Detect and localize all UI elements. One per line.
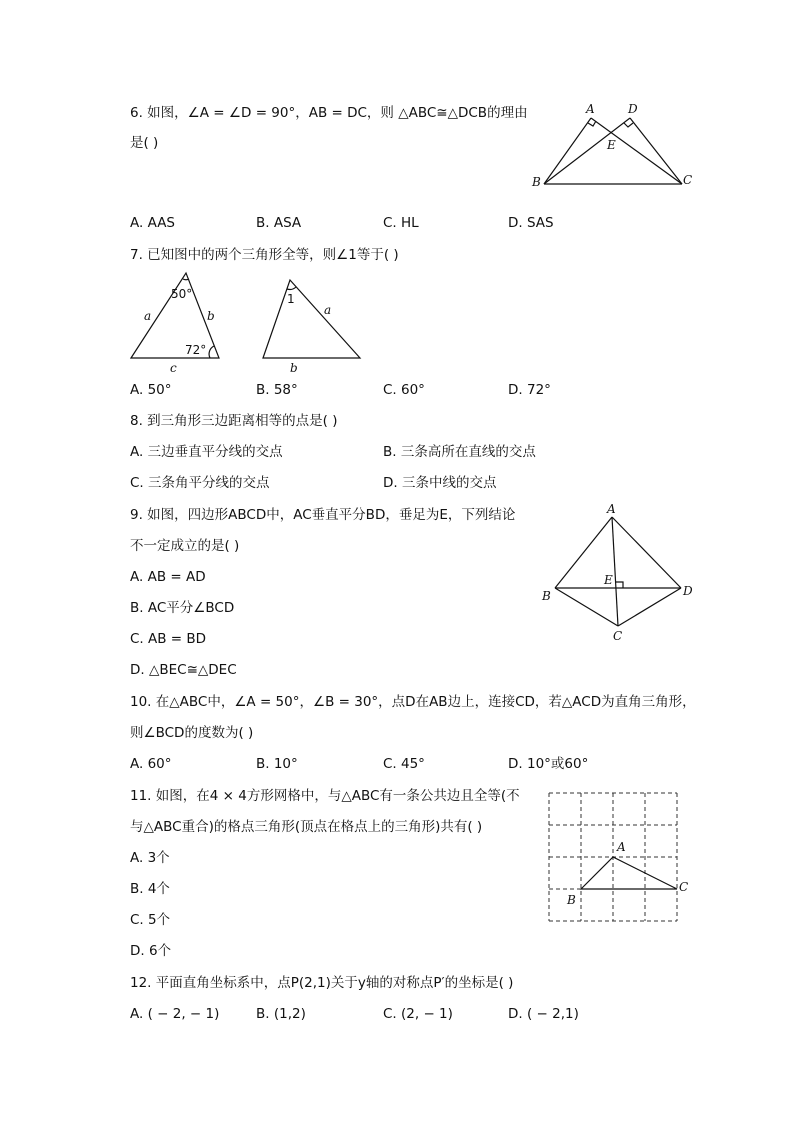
q7-label-1: 1: [287, 292, 295, 306]
q11-label-A: A: [617, 840, 626, 854]
q9-label-C: C: [613, 629, 623, 643]
q12-option-c[interactable]: C. (2, − 1): [383, 1006, 453, 1022]
q7-label-b-left: b: [207, 309, 215, 323]
q11-option-c[interactable]: C. 5个: [130, 912, 171, 928]
q6-label-B: B: [532, 175, 541, 189]
q9-label-D: D: [683, 584, 693, 598]
q9-figure: [536, 500, 696, 648]
q9-option-d[interactable]: D. △BEC≅△DEC: [130, 662, 237, 678]
q12-option-d[interactable]: D. ( − 2,1): [508, 1006, 579, 1022]
q7-label-b-right: b: [290, 361, 298, 375]
q7-label-50: 50°: [171, 287, 193, 301]
q6-seg-DC: [630, 118, 682, 184]
q6-option-c[interactable]: C. HL: [383, 215, 419, 231]
q11-option-b[interactable]: B. 4个: [130, 881, 170, 897]
q9-seg-DC: [618, 588, 681, 626]
q6-right-angle-D: [624, 123, 633, 127]
q6-seg-BD: [544, 118, 630, 184]
q9-seg-AD: [612, 517, 681, 588]
q7-option-d[interactable]: D. 72°: [508, 382, 551, 398]
q6-seg-BA: [544, 118, 591, 184]
q10-option-a[interactable]: A. 60°: [130, 756, 172, 772]
q6-seg-AC: [591, 118, 682, 184]
q7-label-a-right: a: [324, 303, 332, 317]
q9-stem-line2: 不一定成立的是( ): [130, 538, 240, 554]
q9-option-a[interactable]: A. AB = AD: [130, 569, 206, 585]
q11-option-d[interactable]: D. 6个: [130, 943, 172, 959]
q7-label-c-left: c: [170, 361, 177, 375]
q6-figure: [528, 98, 698, 193]
q7-option-a[interactable]: A. 50°: [130, 382, 172, 398]
q6-option-d[interactable]: D. SAS: [508, 215, 554, 231]
q10-option-b[interactable]: B. 10°: [256, 756, 298, 772]
q7-option-c[interactable]: C. 60°: [383, 382, 425, 398]
q6-label-A: A: [586, 102, 595, 116]
q8-option-c[interactable]: C. 三条角平分线的交点: [130, 475, 270, 491]
q7-arc-1: [287, 287, 296, 289]
q6-stem-line2: 是( ): [130, 135, 159, 151]
q11-triangle-ABC: [581, 857, 677, 889]
q7-stem: 7. 已知图中的两个三角形全等，则∠1等于( ): [130, 247, 399, 263]
q6-right-angle-A: [588, 121, 596, 126]
q10-stem-line2: 则∠BCD的度数为( ): [130, 725, 254, 741]
q10-option-c[interactable]: C. 45°: [383, 756, 425, 772]
q7-arc-50: [183, 279, 189, 280]
q8-stem: 8. 到三角形三边距离相等的点是( ): [130, 413, 338, 429]
q7-triangle-right: [263, 280, 360, 358]
q11-stem-line1: 11. 如图，在4 × 4方形网格中，与△ABC有一条公共边且全等(不: [130, 788, 520, 804]
q9-right-angle-E: [616, 582, 623, 588]
q11-stem-line2: 与△ABC重合)的格点三角形(顶点在格点上的三角形)共有( ): [130, 819, 483, 835]
q11-option-a[interactable]: A. 3个: [130, 850, 170, 866]
q12-stem: 12. 平面直角坐标系中，点P(2,1)关于y轴的对称点P′的坐标是( ): [130, 975, 514, 991]
q12-option-a[interactable]: A. ( − 2, − 1): [130, 1006, 220, 1022]
q9-option-b[interactable]: B. AC平分∠BCD: [130, 600, 235, 616]
q7-option-b[interactable]: B. 58°: [256, 382, 298, 398]
q10-option-d[interactable]: D. 10°或60°: [508, 756, 589, 772]
q9-label-E: E: [604, 573, 613, 587]
q7-label-a-left: a: [144, 309, 152, 323]
q9-label-B: B: [542, 589, 551, 603]
q9-seg-AC: [612, 517, 618, 626]
q11-label-B: B: [567, 893, 576, 907]
q8-option-d[interactable]: D. 三条中线的交点: [383, 475, 497, 491]
q7-label-72: 72°: [185, 343, 207, 357]
q11-figure: [540, 785, 692, 925]
q10-stem-line1: 10. 在△ABC中，∠A = 50°，∠B = 30°，点D在AB边上，连接CD，若△ACD为直角三角形，: [130, 694, 696, 710]
q9-stem-line1: 9. 如图，四边形ABCD中，AC垂直平分BD，垂足为E，下列结论: [130, 507, 516, 523]
q7-arc-72: [209, 346, 214, 358]
q6-option-a[interactable]: A. AAS: [130, 215, 175, 231]
q6-label-D: D: [628, 102, 638, 116]
q9-label-A: A: [607, 502, 616, 516]
q12-option-b[interactable]: B. (1,2): [256, 1006, 306, 1022]
q6-label-C: C: [683, 173, 693, 187]
q9-seg-BC: [555, 588, 618, 626]
q9-option-c[interactable]: C. AB = BD: [130, 631, 207, 647]
q11-label-C: C: [679, 880, 689, 894]
q8-option-b[interactable]: B. 三条高所在直线的交点: [383, 444, 536, 460]
q6-label-E: E: [607, 138, 616, 152]
q8-option-a[interactable]: A. 三边垂直平分线的交点: [130, 444, 283, 460]
q7-figure: [124, 268, 374, 376]
q6-option-b[interactable]: B. ASA: [256, 215, 302, 231]
q6-stem-line1: 6. 如图，∠A = ∠D = 90°，AB = DC，则 △ABC≅△DCB的理由: [130, 105, 528, 121]
